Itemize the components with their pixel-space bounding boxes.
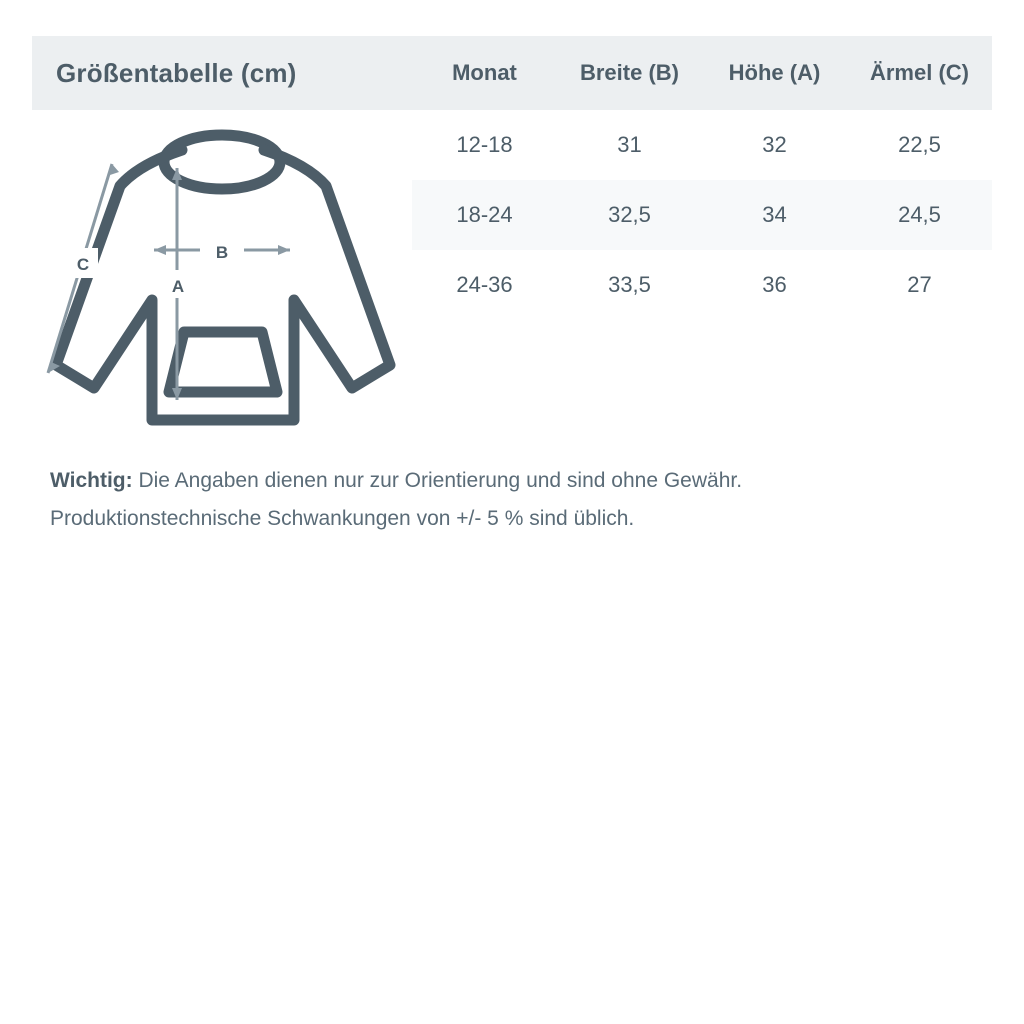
disclaimer-line-1: Die Angaben dienen nur zur Orientierung und sind ohne Gewähr. — [132, 469, 743, 492]
label-b: B — [215, 243, 229, 262]
label-c: C — [76, 255, 90, 274]
cell-monat: 18-24 — [412, 180, 557, 250]
cell-hoehe: 36 — [762, 272, 787, 297]
column-header-hoehe: Höhe (A) — [728, 60, 821, 85]
disclaimer-label: Wichtig: — [50, 469, 133, 492]
table-body — [412, 110, 992, 320]
cell-aermel: 22,5 — [898, 132, 941, 157]
table-header-row — [412, 36, 992, 110]
cell-breite: 32,5 — [557, 180, 702, 250]
cell-monat: 12-18 — [456, 132, 513, 157]
table-row — [412, 250, 992, 320]
size-table — [412, 36, 992, 320]
column-header-monat: Monat — [452, 60, 517, 85]
page-title: Größentabelle (cm) — [56, 58, 297, 88]
column-header-aermel: Ärmel (C) — [869, 60, 969, 85]
cell-aermel: 24,5 — [847, 180, 992, 250]
size-table-wrap — [412, 36, 992, 320]
hoodie-illustration — [32, 120, 412, 450]
cell-aermel: 27 — [907, 272, 932, 297]
disclaimer-note — [50, 462, 980, 538]
label-a: A — [171, 277, 185, 296]
cell-breite: 33,5 — [608, 272, 651, 297]
cell-hoehe: 34 — [702, 180, 847, 250]
table-row — [412, 110, 992, 180]
hoodie-outline-icon — [56, 135, 390, 420]
table-row — [412, 180, 992, 250]
cell-monat: 24-36 — [456, 272, 513, 297]
cell-breite: 31 — [617, 132, 642, 157]
disclaimer-line-2: Produktionstechnische Schwankungen von +/- 5 % sind üblich. — [50, 507, 635, 530]
table-head — [412, 36, 992, 110]
cell-hoehe: 32 — [762, 132, 787, 157]
column-header-breite: Breite (B) — [579, 60, 679, 85]
